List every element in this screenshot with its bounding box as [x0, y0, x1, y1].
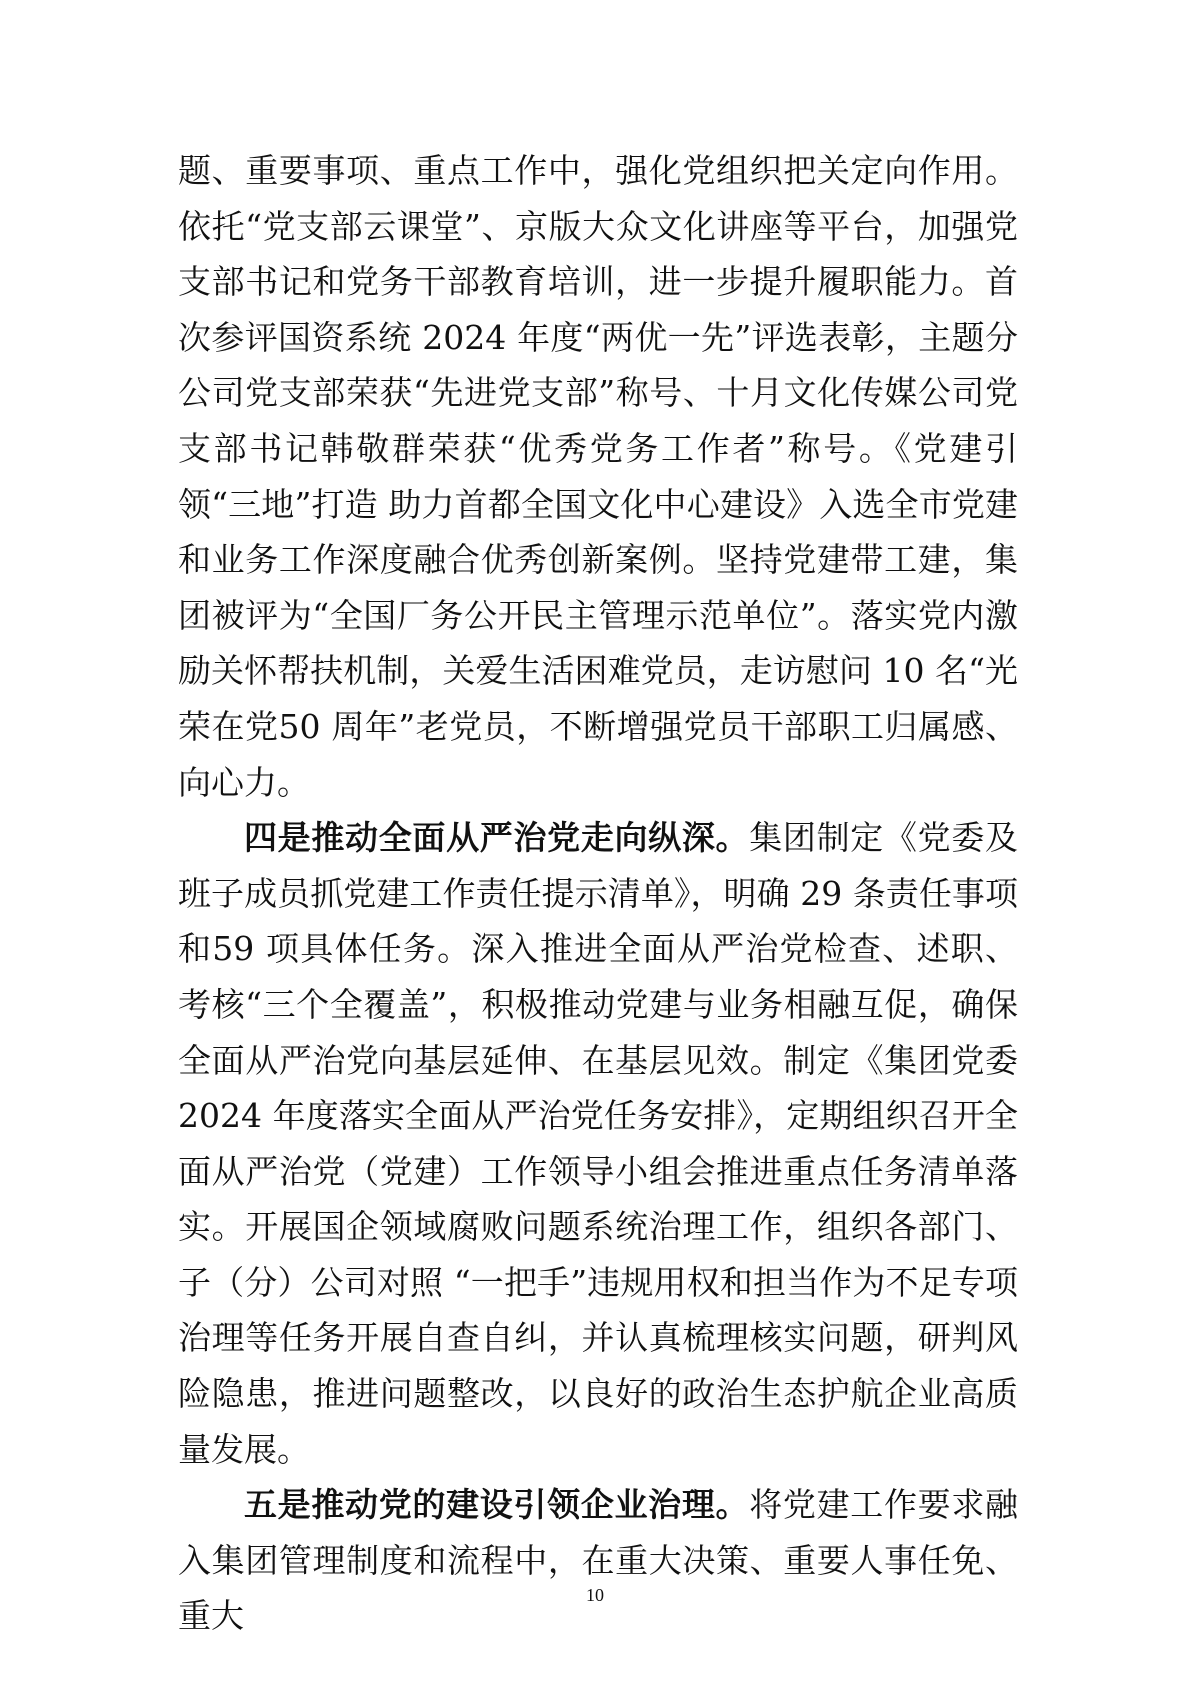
body-text [178, 143, 1018, 1644]
paragraph-four [178, 810, 1018, 1477]
paragraph-heading: 五是推动党的建设引领企业治理。 [244, 1485, 750, 1525]
paragraph-continued [178, 143, 1018, 810]
paragraph-text: 集团制定《党委及班子成员抓党建工作责任提示清单》，明确 29 条责任事项和59 项具体任务。深入推进全面从严治党检查、述职、考核“三个全覆盖”，积极推动党建与业务相融互促，确保全面从严治党向基层延伸、在基层见效。制定《集团党委 2024 年度落实全面从严治党任务安排》，定期组织召开全面从严治党（党建）工作领导小组会推进重点任务清单落实。开展国企领域腐败问题系统治理工作，组织各部门、子（分）公司对照 “一把手”违规用权和担当作为不足专项治理等任务开展自查自纠，并认真梳理核实问题，研判风险隐患，推进问题整改，以良好的政治生态护航企业高质量发展。 [178, 818, 1019, 1469]
paragraph-text: 题、重要事项、重点工作中，强化党组织把关定向作用。依托“党支部云课堂”、京版大众文化讲座等平台，加强党支部书记和党务干部教育培训，进一步提升履职能力。首次参评国资系统 2024 年度“两优一先”评选表彰，主题分公司党支部荣获“先进党支部”称号、十月文化传媒公司党支部书记韩敬群荣获“优秀党务工作者”称号。《党建引领“三地”打造 助力首都全国文化中心建设》入选全市党建和业务工作深度融合优秀创新案例。坚持党建带工建，集团被评为“全国厂务公开民主管理示范单位”。落实党内激励关怀帮扶机制，关爱生活困难党员，走访慰问 10 名“光荣在党50 周年”老党员，不断增强党员干部职工归属感、向心力。 [178, 151, 1018, 802]
paragraph-heading: 四是推动全面从严治党走向纵深。 [244, 818, 750, 858]
paragraph-five [178, 1477, 1018, 1644]
page-number: 10 [586, 1585, 604, 1605]
paragraph-text: 将党建工作要求融入集团管理制度和流程中，在重大决策、重要人事任免、重大 [178, 1485, 1019, 1636]
